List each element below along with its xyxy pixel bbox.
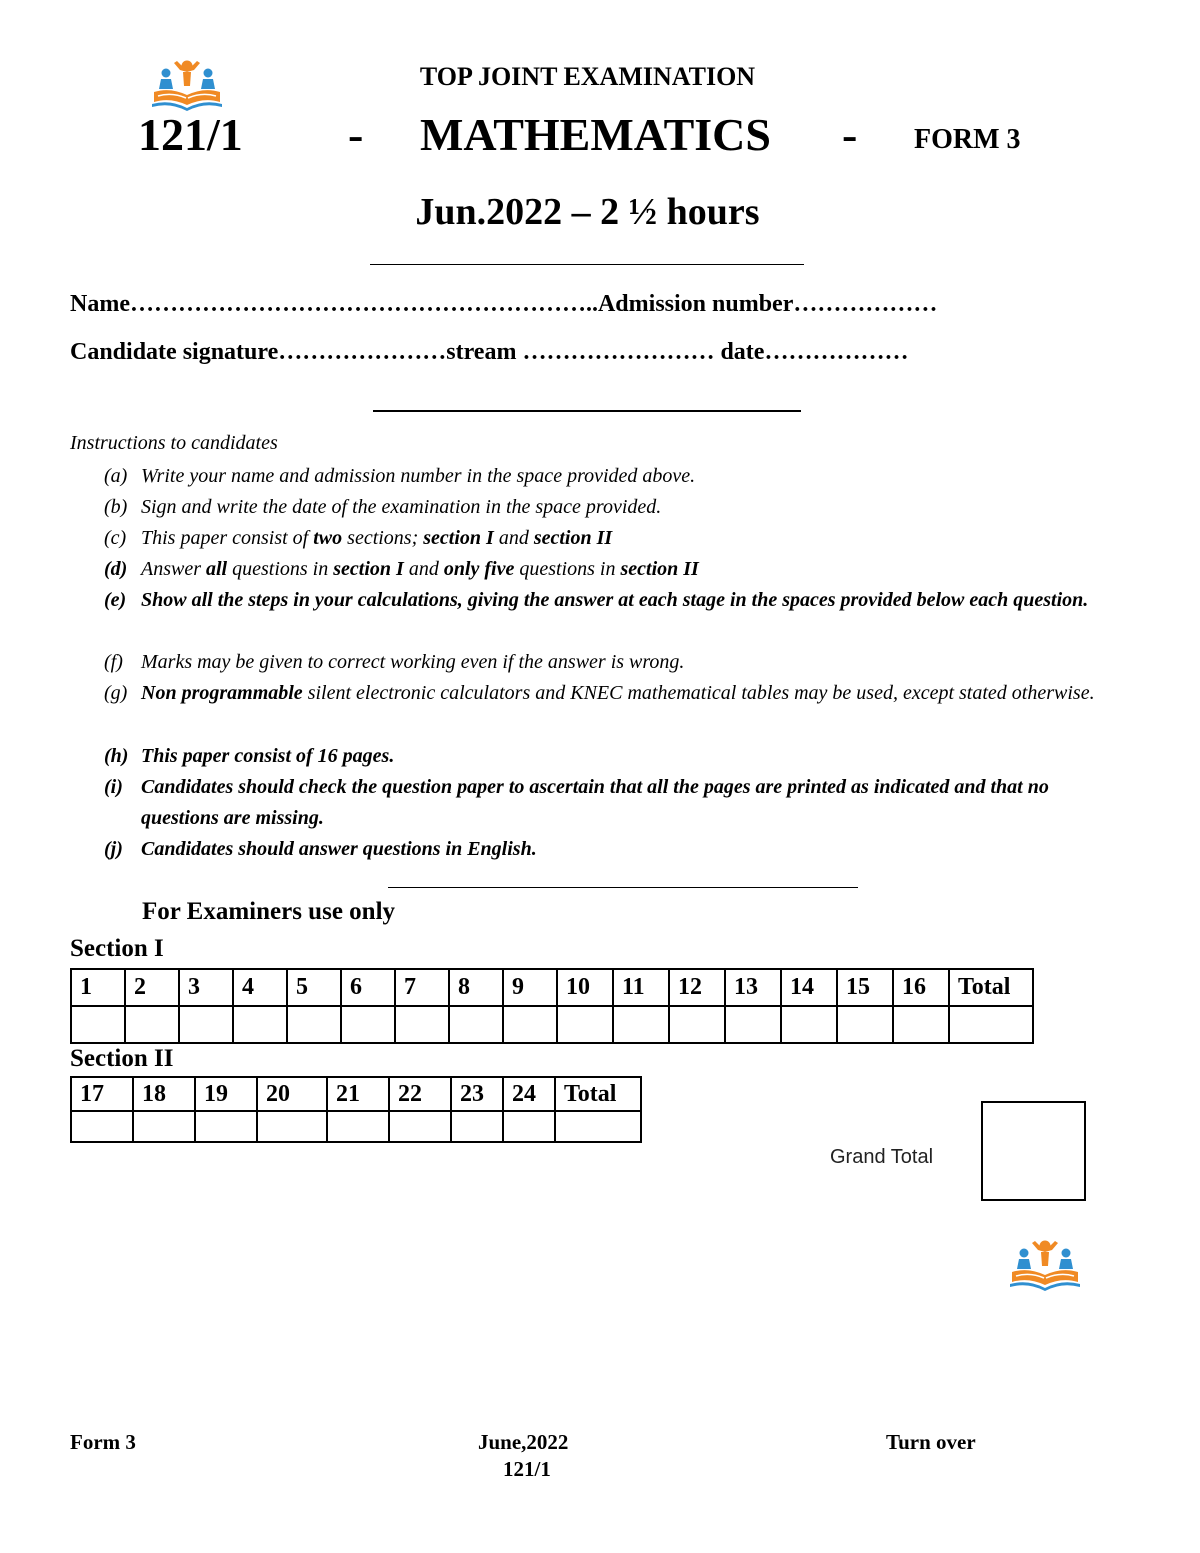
instruction-item: (e) Show all the steps in your calculations, giving the answer at each stage in the spaces provided below each question. <box>104 589 1089 611</box>
section2-score-cell[interactable] <box>195 1111 257 1142</box>
section1-score-cell[interactable] <box>557 1006 613 1043</box>
grand-total-box[interactable] <box>981 1101 1086 1201</box>
section2-header-cell: 18 <box>133 1077 195 1111</box>
section1-score-cell[interactable] <box>949 1006 1033 1043</box>
instructions-title: Instructions to candidates <box>70 432 278 454</box>
section-1-title: Section I <box>70 935 164 962</box>
section1-score-cell[interactable] <box>781 1006 837 1043</box>
section1-header-cell: 11 <box>613 969 669 1006</box>
school-logo-icon <box>1008 1238 1082 1294</box>
section1-header-cell: 16 <box>893 969 949 1006</box>
section1-header-cell: 3 <box>179 969 233 1006</box>
form-level: FORM 3 <box>914 124 1021 155</box>
section1-score-cell[interactable] <box>341 1006 395 1043</box>
section1-score-cell[interactable] <box>503 1006 557 1043</box>
section2-header-cell: 19 <box>195 1077 257 1111</box>
section2-score-cell[interactable] <box>327 1111 389 1142</box>
section1-header-cell: 4 <box>233 969 287 1006</box>
instruction-item: (a) Write your name and admission number in the space provided above. <box>104 465 696 487</box>
section2-score-cell[interactable] <box>257 1111 327 1142</box>
signature-stream-date-field: Candidate signature…………………stream …………………… date……………… <box>70 339 909 365</box>
section1-score-cell[interactable] <box>233 1006 287 1043</box>
section2-score-cell[interactable] <box>451 1111 503 1142</box>
section1-header-cell: 6 <box>341 969 395 1006</box>
instruction-item: (c) This paper consist of two sections; section I and section II <box>104 527 613 549</box>
section1-header-cell: 14 <box>781 969 837 1006</box>
examiners-title: For Examiners use only <box>142 898 396 925</box>
section1-header-cell: 2 <box>125 969 179 1006</box>
section2-score-cell[interactable] <box>389 1111 451 1142</box>
section1-score-cell[interactable] <box>837 1006 893 1043</box>
title-separator: - <box>348 109 364 160</box>
instruction-item: (d) Answer all questions in section I and only five questions in section II <box>104 558 699 580</box>
footer-paper-code: 121/1 <box>503 1457 551 1481</box>
section1-score-cell[interactable] <box>669 1006 725 1043</box>
instruction-item: (i) Candidates should check the question paper to ascertain that all the pages are printed as indicated and that no questions are missing. <box>104 776 1049 829</box>
section2-header-cell: 21 <box>327 1077 389 1111</box>
name-admission-field: Name…………………………………………………..Admission number……………… <box>70 291 938 317</box>
exam-date-duration: Jun.2022 – 2 ½ hours <box>415 191 760 233</box>
section1-header-cell: 10 <box>557 969 613 1006</box>
footer-turn-over: Turn over <box>886 1430 976 1454</box>
section-2-title: Section II <box>70 1045 174 1072</box>
divider <box>370 264 804 265</box>
footer-form: Form 3 <box>70 1430 136 1454</box>
section1-score-cell[interactable] <box>125 1006 179 1043</box>
instruction-item: (b) Sign and write the date of the examination in the space provided. <box>104 496 662 518</box>
instruction-item: (g) Non programmable silent electronic calculators and KNEC mathematical tables may be used, except stated otherwise. <box>104 682 1095 704</box>
section1-header-cell: 7 <box>395 969 449 1006</box>
section1-score-cell[interactable] <box>613 1006 669 1043</box>
section2-header-cell: 22 <box>389 1077 451 1111</box>
section1-header-cell: 13 <box>725 969 781 1006</box>
section2-header-cell: 17 <box>71 1077 133 1111</box>
exam-name: TOP JOINT EXAMINATION <box>419 62 756 91</box>
instruction-item: (h) This paper consist of 16 pages. <box>104 745 395 767</box>
section1-header-cell: 9 <box>503 969 557 1006</box>
section2-header-cell: Total <box>555 1077 641 1111</box>
section1-header-cell: 15 <box>837 969 893 1006</box>
divider <box>373 410 801 412</box>
section1-header-cell: 8 <box>449 969 503 1006</box>
section2-score-cell[interactable] <box>503 1111 555 1142</box>
title-separator: - <box>842 109 858 160</box>
section2-header-cell: 20 <box>257 1077 327 1111</box>
section2-header-cell: 24 <box>503 1077 555 1111</box>
divider <box>388 887 858 888</box>
grand-total-label: Grand Total <box>830 1146 934 1168</box>
section2-score-cell[interactable] <box>555 1111 641 1142</box>
section-1-marks-table <box>70 968 1034 1044</box>
section1-header-cell: 1 <box>71 969 125 1006</box>
paper-code: 121/1 <box>138 109 243 160</box>
section1-score-cell[interactable] <box>449 1006 503 1043</box>
section2-score-cell[interactable] <box>71 1111 133 1142</box>
section2-header-cell: 23 <box>451 1077 503 1111</box>
section1-header-cell: 5 <box>287 969 341 1006</box>
section1-score-cell[interactable] <box>893 1006 949 1043</box>
section1-score-cell[interactable] <box>395 1006 449 1043</box>
section1-header-cell: 12 <box>669 969 725 1006</box>
instruction-item: (j) Candidates should answer questions in English. <box>104 838 537 860</box>
section1-header-cell: Total <box>949 969 1033 1006</box>
section1-score-cell[interactable] <box>725 1006 781 1043</box>
section1-score-cell[interactable] <box>287 1006 341 1043</box>
footer-date: June,2022 <box>478 1430 569 1454</box>
section-2-marks-table <box>70 1076 642 1143</box>
section1-score-cell[interactable] <box>179 1006 233 1043</box>
section1-score-cell[interactable] <box>71 1006 125 1043</box>
subject-title: MATHEMATICS <box>420 109 771 160</box>
instruction-item: (f) Marks may be given to correct working even if the answer is wrong. <box>104 651 685 673</box>
section2-score-cell[interactable] <box>133 1111 195 1142</box>
